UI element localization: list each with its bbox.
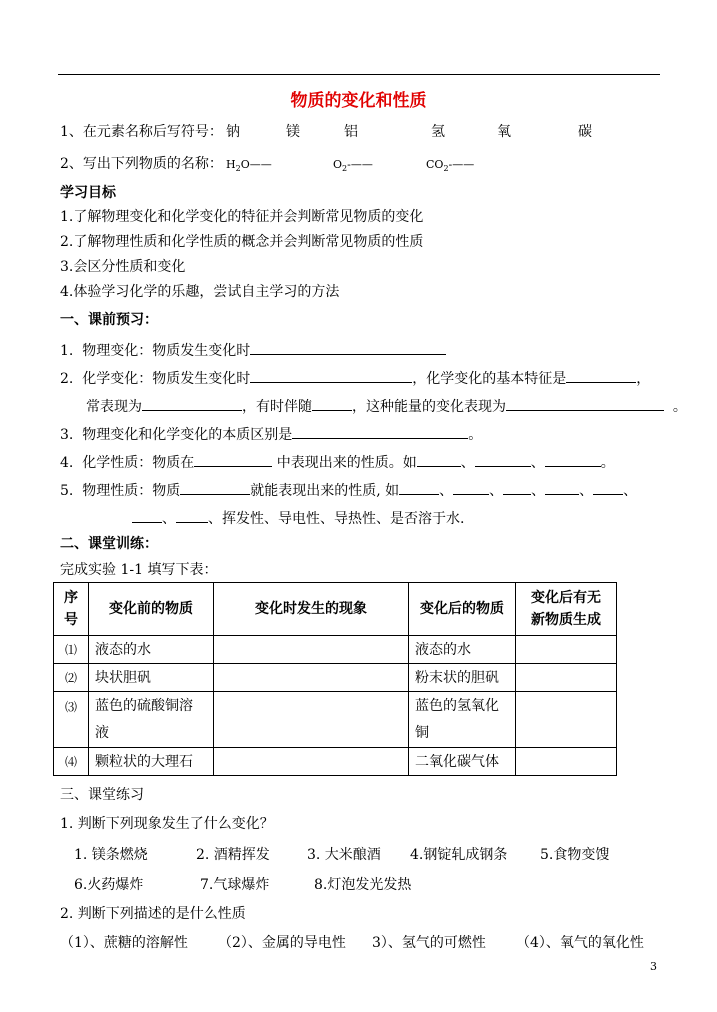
cell-before: 液态的水: [89, 636, 214, 664]
q2-label: 2、写出下列物质的名称：: [60, 156, 223, 172]
header-num: 序 号: [54, 583, 89, 636]
row-num: ⑶: [54, 692, 89, 748]
practice-option: 1. 镁条燃烧: [74, 847, 148, 863]
header-new-substance: 变化后有无 新物质生成: [516, 583, 617, 636]
training-instruction: 完成实验 1-1 填写下表：: [60, 562, 218, 578]
table-row: [54, 664, 617, 692]
cell-after: 粉末状的胆矾: [409, 664, 516, 692]
preview-line-3: 3. 物理变化和化学变化的本质区别是 。: [60, 424, 482, 444]
cell-new-substance[interactable]: [516, 664, 617, 692]
fill-blank[interactable]: [292, 424, 468, 439]
preview-line-4: 4. 化学性质：物质在 中表现出来的性质。如 、 、 。: [60, 452, 615, 472]
training-heading: 二、课堂训练：: [60, 536, 158, 552]
preview-line-5: 5. 物理性质：物质 就能表现出来的性质, 如 、 、 、 、 、: [60, 480, 637, 500]
fill-blank[interactable]: [503, 480, 531, 495]
fill-blank[interactable]: [132, 508, 162, 523]
fill-blank[interactable]: [545, 452, 601, 467]
table-row: [54, 692, 617, 748]
cell-after: 蓝色的氢氧化 铜: [409, 692, 516, 748]
fill-blank[interactable]: [417, 452, 461, 467]
preview-line-5b: 、 、挥发性、导电性、导热性、是否溶于水.: [132, 508, 464, 528]
fill-blank[interactable]: [250, 340, 446, 355]
header-rule: [58, 74, 660, 75]
practice-option: （2）、金属的导电性: [218, 935, 346, 951]
practice-heading: 三、课堂练习: [60, 787, 144, 803]
preview-line-2: 2. 化学变化：物质发生变化时 ，化学变化的基本特征是 ，: [60, 368, 650, 388]
practice-q2: 2. 判断下列描述的是什么性质: [60, 906, 246, 922]
practice-option: 6.火药爆炸: [74, 877, 144, 893]
cell-before: 蓝色的硫酸铜溶 液: [89, 692, 214, 748]
fill-blank[interactable]: [250, 368, 412, 383]
fill-blank[interactable]: [180, 480, 250, 495]
row-num: ⑴: [54, 636, 89, 664]
cell-new-substance[interactable]: [516, 692, 617, 748]
cell-new-substance[interactable]: [516, 636, 617, 664]
cell-after: 液态的水: [409, 636, 516, 664]
fill-blank[interactable]: [399, 480, 439, 495]
fill-blank[interactable]: [176, 508, 208, 523]
goal-item: 3.会区分性质和变化: [60, 259, 186, 275]
fill-blank[interactable]: [545, 480, 579, 495]
practice-option: （4）、氧气的氧化性: [516, 935, 644, 951]
goals-heading: 学习目标: [60, 185, 116, 201]
q1-label: 1、在元素名称后写符号：: [60, 124, 223, 140]
fill-blank[interactable]: [194, 452, 272, 467]
q1-item: 铝: [344, 124, 358, 140]
cell-before: 块状胆矾: [89, 664, 214, 692]
fill-blank[interactable]: [312, 396, 352, 411]
preview-line-1: 1. 物理变化：物质发生变化时: [60, 340, 446, 360]
page-title: 物质的变化和性质: [290, 91, 427, 111]
cell-phenomenon[interactable]: [214, 748, 409, 776]
table-row: [54, 636, 617, 664]
row-num: ⑵: [54, 664, 89, 692]
practice-option: 8.灯泡发光发热: [314, 877, 412, 893]
table-row: [54, 748, 617, 776]
practice-option: 2. 酒精挥发: [196, 847, 270, 863]
q1-item: 碳: [578, 124, 592, 140]
formula-co2: $CO_2-——$: [426, 158, 475, 173]
practice-option: 4.钢锭轧成钢条: [410, 847, 508, 863]
fill-blank[interactable]: [566, 368, 636, 383]
goal-item: 2.了解物理性质和化学性质的概念并会判断常见物质的性质: [60, 234, 424, 250]
fill-blank[interactable]: [593, 480, 623, 495]
formula-o2: $O_2-——$: [333, 158, 373, 173]
page-number: 3: [650, 960, 657, 973]
cell-new-substance[interactable]: [516, 748, 617, 776]
q1-item: 镁: [286, 124, 300, 140]
table-header-row: [54, 583, 617, 636]
cell-phenomenon[interactable]: [214, 692, 409, 748]
cell-before: 颗粒状的大理石: [89, 748, 214, 776]
cell-phenomenon[interactable]: [214, 664, 409, 692]
q1-item: 氢: [431, 124, 445, 140]
goal-item: 4.体验学习化学的乐趣，尝试自主学习的方法: [60, 284, 340, 300]
formula-h2o: $H_2O——$: [226, 158, 272, 173]
practice-option: （1）、蔗糖的溶解性: [60, 935, 188, 951]
practice-option: 5.食物变馊: [540, 847, 610, 863]
q1-item: 氧: [497, 124, 511, 140]
cell-phenomenon[interactable]: [214, 636, 409, 664]
cell-after: 二氧化碳气体: [409, 748, 516, 776]
fill-blank[interactable]: [453, 480, 489, 495]
experiment-table: [53, 582, 617, 776]
fill-blank[interactable]: [506, 396, 664, 411]
header-after: 变化后的物质: [409, 583, 516, 636]
fill-blank[interactable]: [142, 396, 242, 411]
header-phenomenon: 变化时发生的现象: [214, 583, 409, 636]
q1-item: 钠: [226, 124, 240, 140]
fill-blank[interactable]: [475, 452, 531, 467]
practice-option: 3. 大米酿酒: [307, 847, 381, 863]
practice-option: 7.气球爆炸: [200, 877, 270, 893]
preview-heading: 一、课前预习：: [60, 312, 158, 328]
goal-item: 1.了解物理变化和化学变化的特征并会判断常见物质的变化: [60, 209, 424, 225]
header-before: 变化前的物质: [89, 583, 214, 636]
row-num: ⑷: [54, 748, 89, 776]
preview-line-2b: 常表现为 ，有时伴随 ，这种能量的变化表现为 。: [86, 396, 687, 416]
practice-option: 3）、氢气的可燃性: [372, 935, 486, 951]
practice-q1: 1. 判断下列现象发生了什么变化？: [60, 816, 274, 832]
